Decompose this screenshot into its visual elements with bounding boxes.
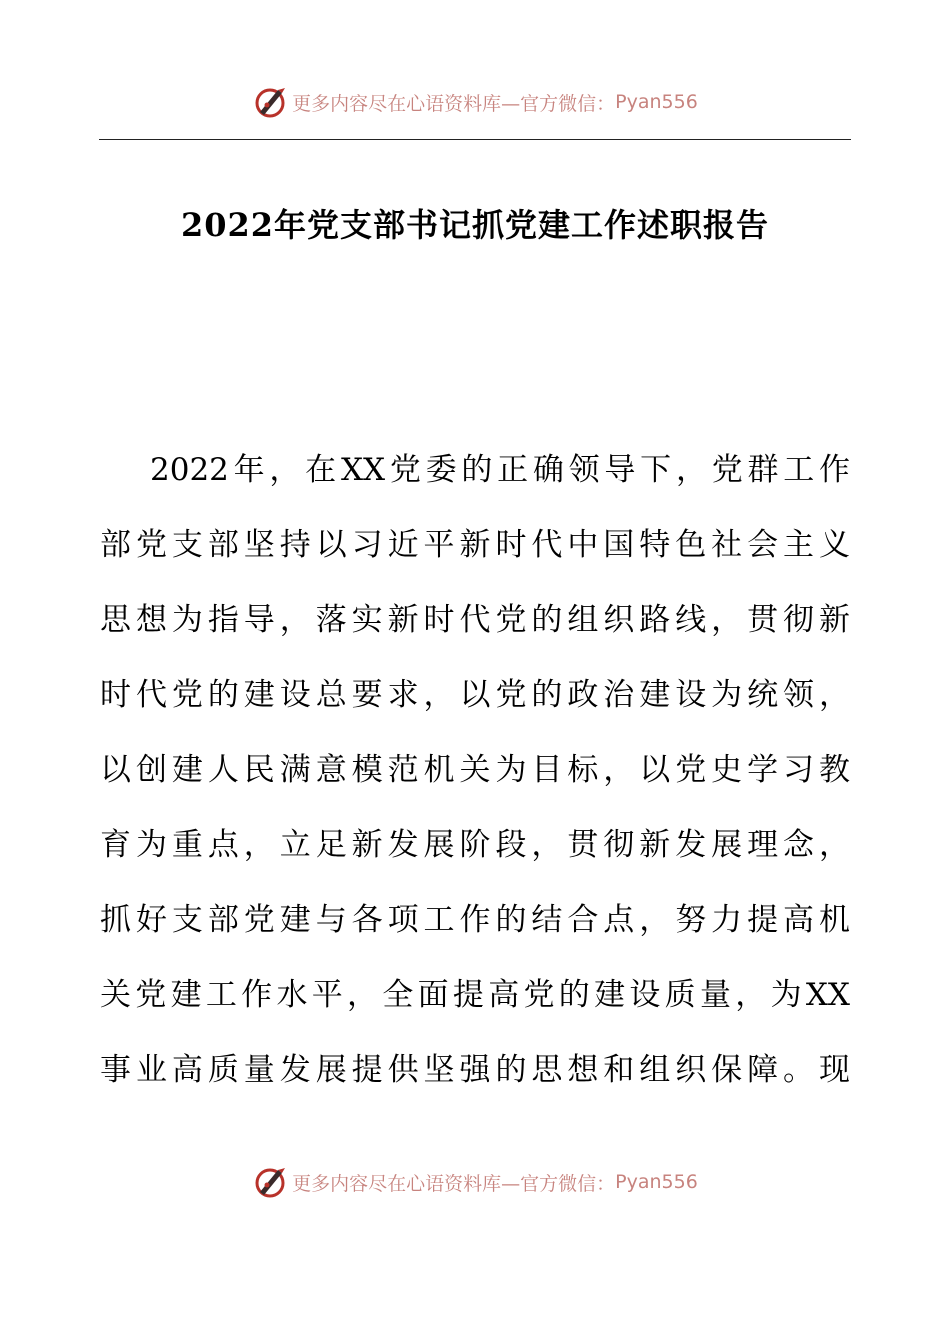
body-line: 抓好支部党建与各项工作的结合点，努力提高机 [100, 902, 850, 938]
document-title: 2022年党支部书记抓党建工作述职报告 [180, 206, 770, 244]
banner-text: 更多内容尽在心语资料库—官方微信： [292, 92, 616, 115]
pen-circle-logo-icon [252, 1164, 288, 1200]
document-body [100, 433, 850, 1108]
body-line: 思想为指导，落实新时代党的组织路线，贯彻新 [100, 602, 850, 638]
footer-banner [0, 1162, 950, 1202]
banner-wechat-id: Pyan556 [615, 91, 698, 113]
body-line: 关党建工作水平，全面提高党的建设质量，为XX [100, 977, 850, 1013]
banner-wechat-id: Pyan556 [615, 1171, 698, 1193]
header-divider [99, 139, 851, 140]
body-line: 以创建人民满意模范机关为目标，以党史学习教 [100, 752, 850, 788]
body-line: 2022年，在XX党委的正确领导下，党群工作 [150, 452, 850, 488]
header-banner [0, 82, 950, 122]
body-line: 育为重点，立足新发展阶段，贯彻新发展理念， [100, 827, 850, 863]
body-line: 部党支部坚持以习近平新时代中国特色社会主义 [100, 527, 850, 563]
pen-circle-logo-icon [252, 84, 288, 120]
body-line: 事业高质量发展提供坚强的思想和组织保障。现 [100, 1052, 850, 1088]
banner-text: 更多内容尽在心语资料库—官方微信： [292, 1172, 616, 1195]
body-line: 时代党的建设总要求，以党的政治建设为统领， [100, 677, 850, 713]
